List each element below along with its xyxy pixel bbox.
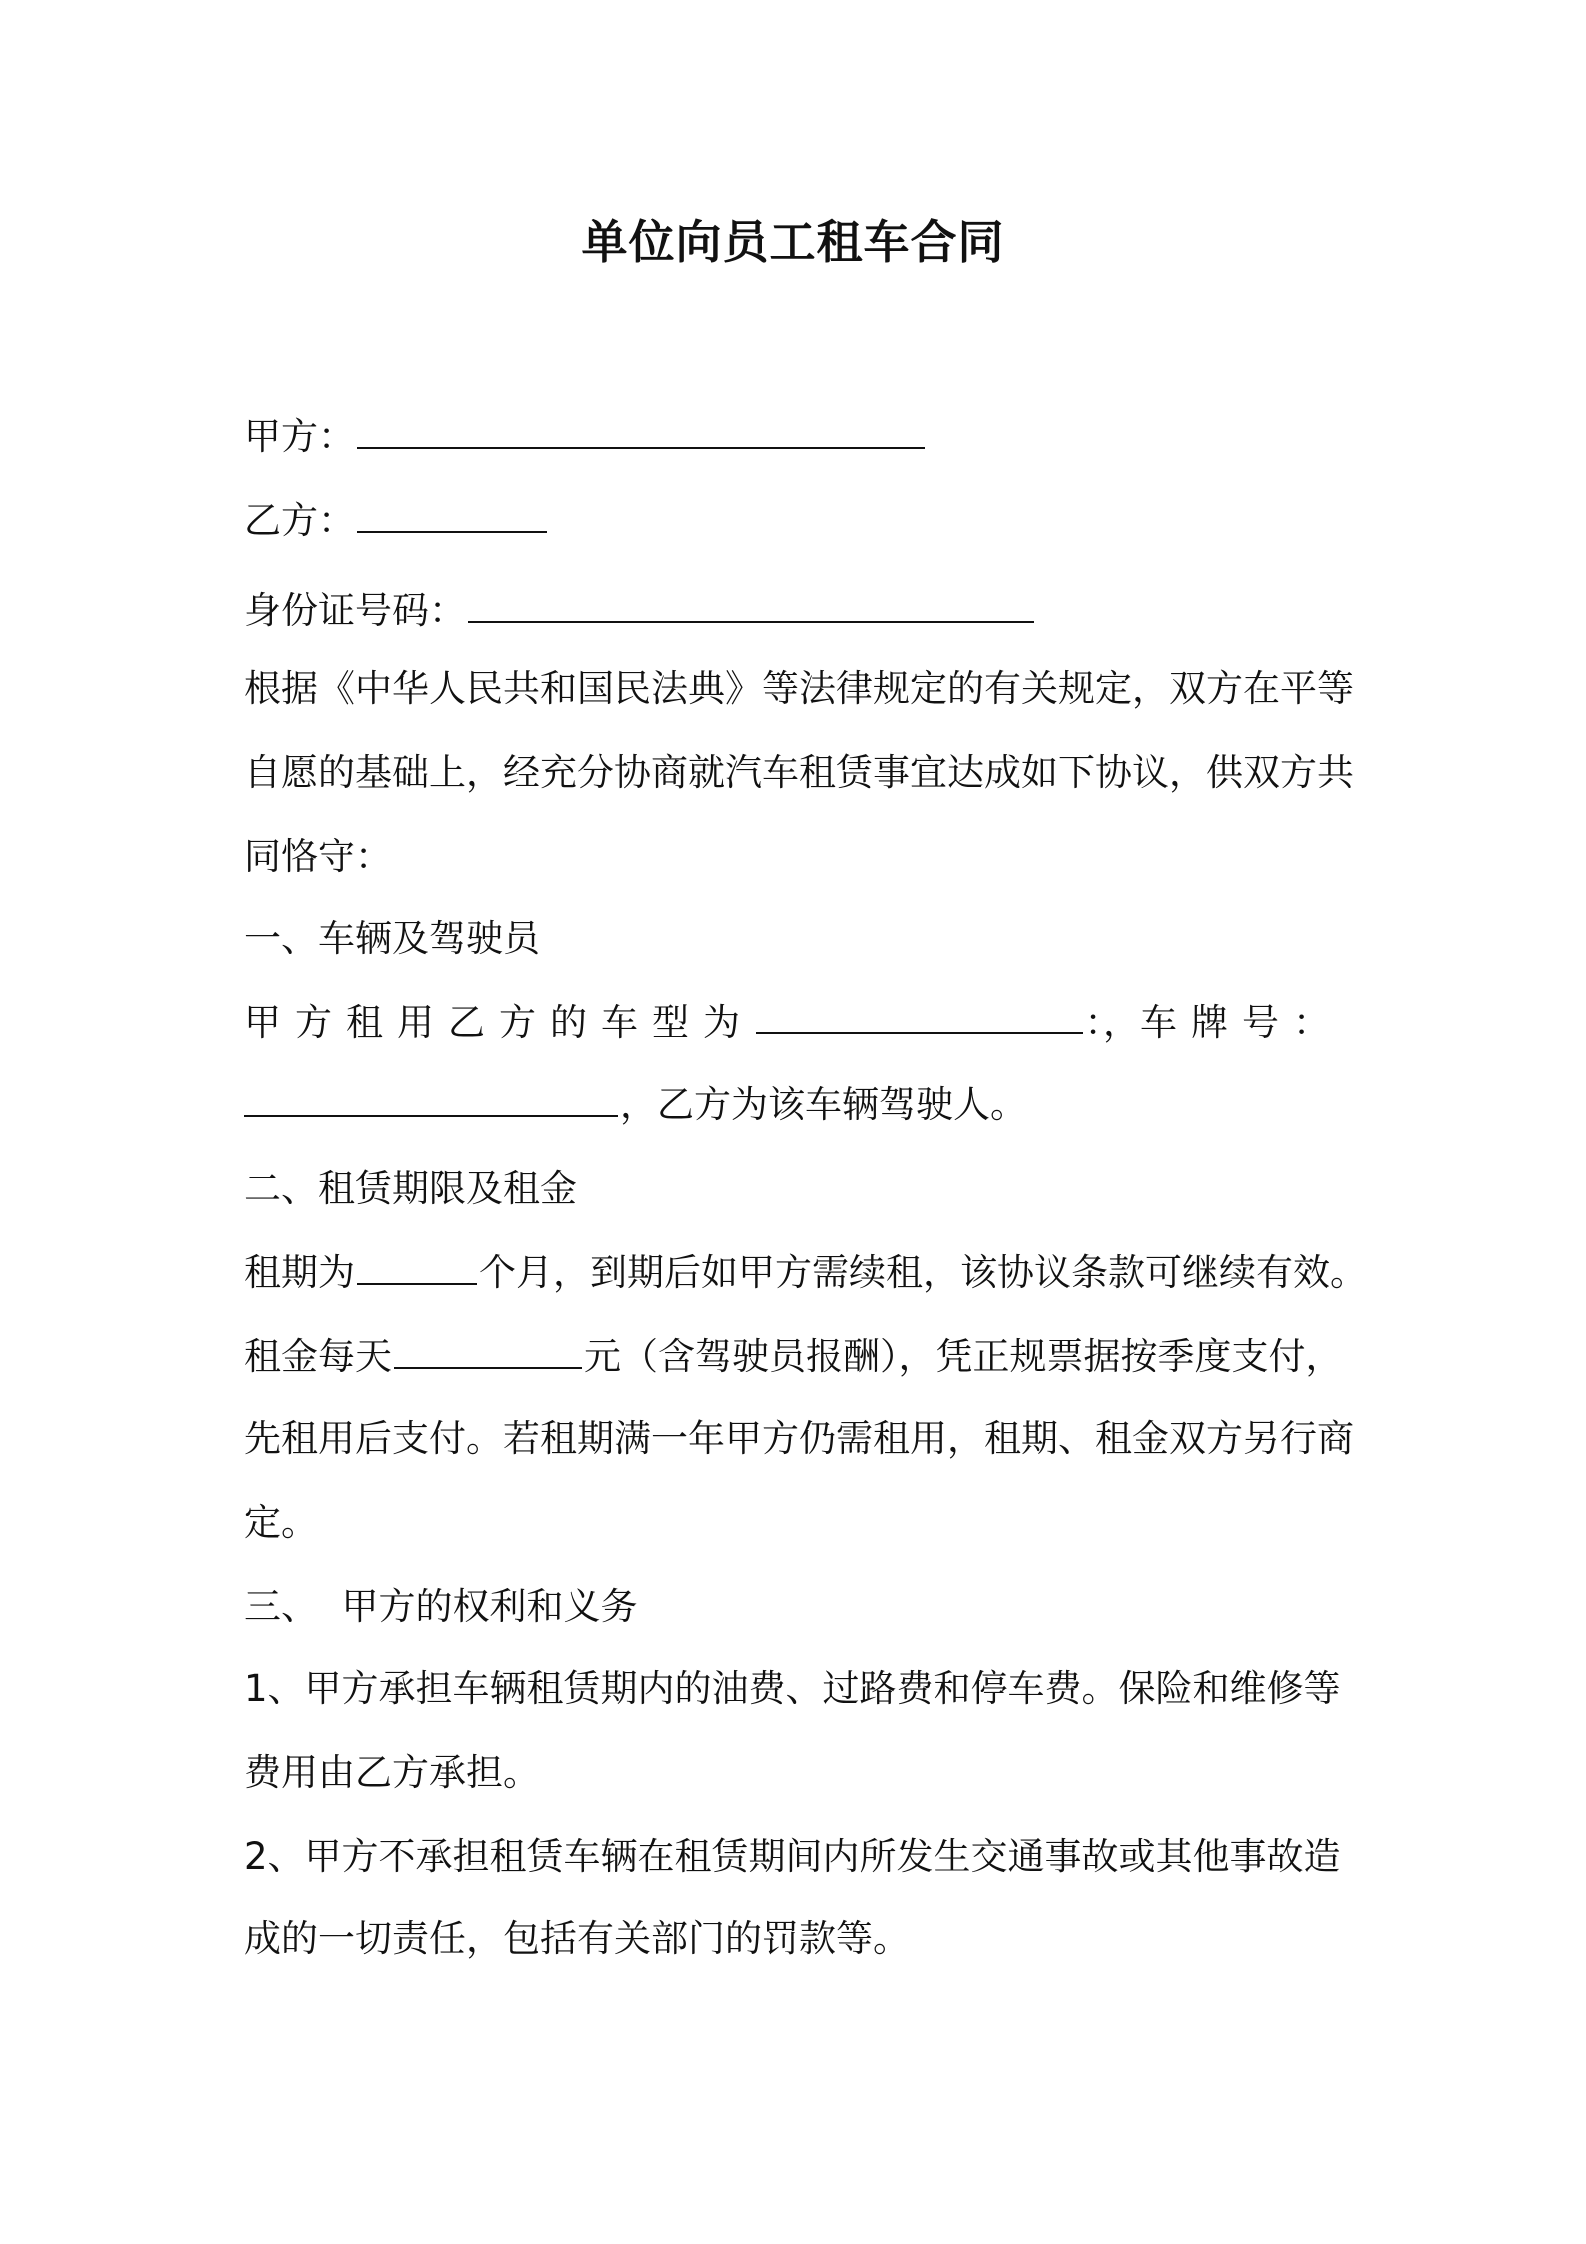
plate-number-label: 车牌号： <box>1140 1001 1344 1044</box>
plate-number-blank[interactable] <box>244 1081 618 1117</box>
party-b-label: 乙方： <box>244 499 355 542</box>
id-number-blank[interactable] <box>468 587 1034 623</box>
intro-line-2: 自愿的基础上，经充分协商就汽车租赁事宜达成如下协议，供双方共 <box>244 751 1354 794</box>
term-note: 个月，到期后如甲方需续租，该协议条款可继续有效。 <box>479 1251 1367 1294</box>
term-label: 租期为 <box>244 1251 355 1294</box>
driver-note: ，乙方为该车辆驾驶人。 <box>620 1083 1027 1126</box>
party-a-line <box>244 412 927 462</box>
section-1-line-1 <box>244 998 1344 1048</box>
intro-line-3: 同恪守： <box>244 835 392 878</box>
section-2-heading: 二、租赁期限及租金 <box>244 1167 577 1210</box>
section-3-item-1-line-1: 1、甲方承担车辆租赁期内的油费、过路费和停车费。保险和维修等 <box>244 1667 1341 1710</box>
section-3-item-2-line-2: 成的一切责任，包括有关部门的罚款等。 <box>244 1917 910 1960</box>
id-number-line <box>244 586 1036 636</box>
party-b-blank[interactable] <box>357 497 547 533</box>
section-2-line-1 <box>244 1248 1367 1298</box>
vehicle-model-blank[interactable] <box>756 998 1083 1034</box>
section-1-line-2 <box>244 1080 1027 1130</box>
section-3-heading: 三、 甲方的权利和义务 <box>244 1585 638 1628</box>
section-2-line-3: 先租用后支付。若租期满一年甲方仍需租用，租期、租金双方另行商 <box>244 1417 1354 1460</box>
vehicle-model-punct: ：， <box>1084 1001 1140 1044</box>
party-a-blank[interactable] <box>357 413 925 449</box>
vehicle-model-label: 甲方租用乙方的车型为 <box>244 1001 754 1044</box>
section-3-item-2-line-1: 2、甲方不承担租赁车辆在租赁期间内所发生交通事故或其他事故造 <box>244 1835 1341 1878</box>
daily-rent-blank[interactable] <box>394 1333 582 1369</box>
daily-rent-label: 租金每天 <box>244 1335 392 1378</box>
section-1-heading: 一、车辆及驾驶员 <box>244 917 540 960</box>
section-3-item-1-line-2: 费用由乙方承担。 <box>244 1751 540 1794</box>
section-2-line-2 <box>244 1332 1343 1382</box>
id-number-label: 身份证号码： <box>244 589 466 632</box>
document-title: 单位向员工租车合同 <box>581 215 1005 269</box>
daily-rent-note: 元（含驾驶员报酬），凭正规票据按季度支付， <box>584 1335 1343 1378</box>
intro-line-1: 根据《中华人民共和国民法典》等法律规定的有关规定，双方在平等 <box>244 667 1354 710</box>
party-b-line <box>244 496 549 546</box>
term-months-blank[interactable] <box>357 1249 477 1285</box>
section-2-line-4: 定。 <box>244 1501 318 1544</box>
party-a-label: 甲方： <box>244 415 355 458</box>
